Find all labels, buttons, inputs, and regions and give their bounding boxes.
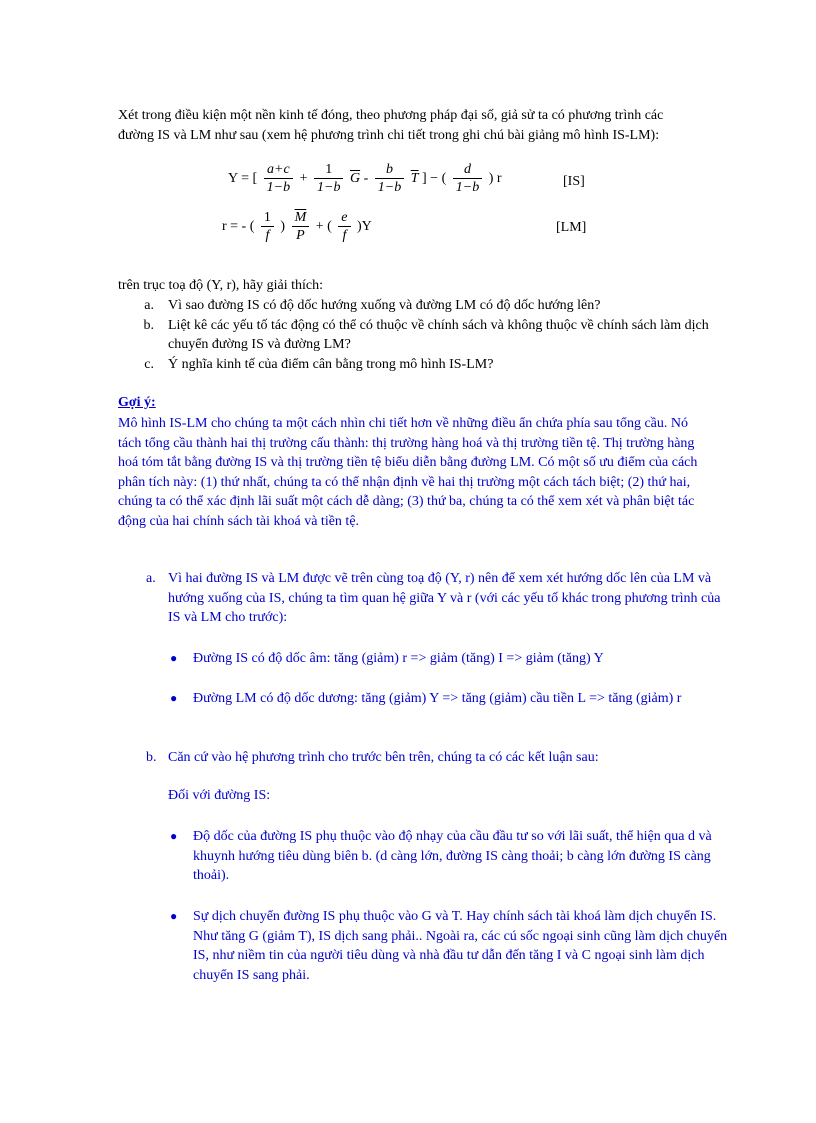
bullet-is-slope: ● Đường IS có độ dốc âm: tăng (giảm) r => giảm (tăng) I => giảm (tăng) Y (168, 649, 728, 669)
lm-tag: [LM] (556, 220, 587, 235)
is-frac-1: $\frac{a+c}{1-b}$ (264, 162, 293, 196)
is-lhs: Y = [ (228, 171, 258, 187)
is-frac-4: $\frac{d}{1-b}$ (453, 162, 482, 196)
bullet-is-shift-factors: ● Sự dịch chuyển đường IS phụ thuộc vào G và T. Hay chính sách tài khoá làm dịch chuyển IS. Như tăng G (giảm T), IS dịch sang phải.. Ngoài ra, các cú sốc ngoại sinh cũng làm dịch chuyển IS, như niềm tin của người tiêu dùng và nhà đầu tư dẫn đến tăng I và C ngoại sinh làm dịch chuyển IS sang phải. (170, 909, 728, 983)
question-c: c. Ý nghĩa kinh tế của điểm cân bằng trong mô hình IS-LM? (144, 356, 494, 372)
hint-paragraph: Mô hình IS-LM cho chúng ta một cách nhìn chi tiết hơn về những điều ẩn chứa phía sau tổng cầu. Nó tách tổng cầu thành hai thị trường cấu thành: thị trường hàng hoá và thị trường tiền tệ. Thị trường hàng hoá tóm tắt bằng đường IS và thị trường tiền tệ biểu diễn bằng đường LM. Có một số ưu điểm của cách phân tích này: (1) thứ nhất, chúng ta có thể nhận định về hai thị trường một cách tách biệt; (2) thứ hai, chúng ta có thể xác định lãi suất một cách dễ dàng; (3) thứ ba, chúng ta có thể xem xét và phân biệt tác động của hai chính sách tài khoá và tiền tệ. (118, 416, 698, 529)
question-list (118, 296, 718, 374)
is-tag: [IS] (563, 174, 585, 189)
bullet-dot-icon: ● (170, 909, 178, 923)
answer-a: a. Vì hai đường IS và LM được vẽ trên cùng toạ độ (Y, r) nên để xem xét hướng dốc lên của LM và hướng xuống của IS, chúng ta tìm quan hệ giữa Y và r (với các yếu tố khác trong phương trình của IS và LM cho trước): (146, 571, 721, 625)
bullet-lm-slope: ● Đường LM có độ dốc dương: tăng (giảm) Y => tăng (giảm) cầu tiền L => tăng (giảm) r (168, 689, 728, 709)
bullet-is-slope-factors: ● Độ dốc của đường IS phụ thuộc vào độ nhạy của cầu đầu tư so với lãi suất, thể hiện qua d và khuynh hướng tiêu dùng biên b. (d càng lớn, đường IS càng thoải; b càng lớn đường IS càng thoải). (170, 829, 712, 883)
hint-title: Gợi ý: (118, 395, 156, 410)
is-equation: Y = [ $\frac{a+c}{1-b}$ + $\frac{1}{1-b}$ $\overline{G}$ - $\frac{b}{1-b}$ $\overline{T}$ ] − ( $\frac{d}{1-b}$ ) r (228, 162, 502, 195)
question-lead: trên trục toạ độ (Y, r), hãy giải thích: (118, 278, 324, 293)
question-b: b. Liệt kê các yếu tố tác động có thể có thuộc về chính sách và không thuộc về chính sách làm dịch chuyển đường IS và đường LM? (143, 317, 709, 352)
lm-frac-1: $\frac{1}{f}$ (261, 210, 274, 244)
lm-equation: r = - ( $\frac{1}{f}$ ) $\frac{\overline{M}}{P}$ + ( $\frac{e}{f}$ )Y (222, 210, 372, 243)
lm-frac-3: $\frac{e}{f}$ (338, 210, 350, 244)
bullet-dot-icon: ● (170, 651, 178, 665)
bullet-dot-icon: ● (170, 691, 178, 705)
g-bar: $\overline{G}$ (349, 171, 361, 187)
t-bar: $\overline{T}$ (410, 171, 419, 187)
is-subheading: Đối với đường IS: (168, 788, 271, 803)
answer-b: b. Căn cứ vào hệ phương trình cho trước bên trên, chúng ta có các kết luận sau: (146, 750, 599, 765)
intro-paragraph: Xét trong điều kiện một nền kinh tế đóng, theo phương pháp đại số, giả sử ta có phương trình các đường IS và LM như sau (xem hệ phương trình chi tiết trong ghi chú bài giảng mô hình IS-LM): (118, 108, 664, 143)
bullet-dot-icon: ● (170, 829, 178, 843)
is-frac-3: $\frac{b}{1-b}$ (375, 162, 404, 196)
is-frac-2: $\frac{1}{1-b}$ (314, 162, 343, 196)
lm-frac-2: $\frac{\overline{M}}{P}$ (292, 210, 310, 244)
question-a: a. Vì sao đường IS có độ dốc hướng xuống và đường LM có độ dốc hướng lên? (144, 298, 601, 313)
